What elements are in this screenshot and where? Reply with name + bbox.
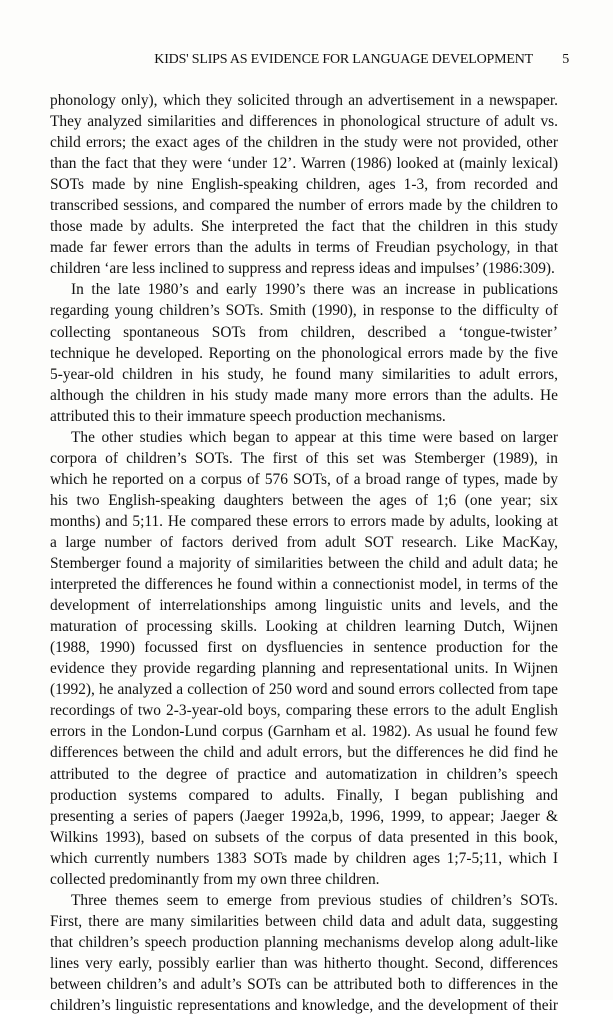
text-line: phonology only), which they solicited through an advertisement in a newspaper. bbox=[50, 92, 558, 109]
text-line: months) and 5;11. He compared these errors to errors made by adults, looking at bbox=[50, 512, 558, 530]
text-line: between children’s and adult’s SOTs can be attributed both to differences in the bbox=[50, 975, 558, 993]
text-line: They analyzed similarities and differences in phonological structure of adult vs. bbox=[50, 113, 558, 131]
text-line: attributed this to their immature speech production mechanisms. bbox=[50, 407, 446, 425]
text-line: evidence they provide regarding planning and representational units. In Wijnen bbox=[50, 660, 558, 678]
paragraph bbox=[50, 90, 558, 279]
text-line: corpora of children’s SOTs. The first of this set was Stemberger (1989), in bbox=[50, 449, 558, 467]
text-line: errors in the London-Lund corpus (Garnham et al. 1982). As usual he found few bbox=[50, 723, 558, 741]
text-line: children ‘are less inclined to suppress and repress ideas and impulses’ (1986:309). bbox=[50, 260, 555, 278]
text-line: children’s linguistic representations and knowledge, and the development of their bbox=[50, 997, 558, 1015]
text-line: Wilkins 1993), based on subsets of the corpus of data presented in this book, bbox=[50, 828, 558, 846]
text-line: production systems compared to adults. Finally, I began publishing and bbox=[50, 786, 558, 804]
text-line: maturation of processing skills. Looking at children learning Dutch, Wijnen bbox=[50, 618, 558, 636]
text-line: (1988, 1990) focussed first on dysfluencies in sentence production for the bbox=[50, 639, 558, 657]
text-line: which currently numbers 1383 SOTs made by children ages 1;7-5;11, which I bbox=[50, 849, 558, 867]
text-line: attributed to the degree of practice and automatization in children’s speech bbox=[50, 765, 558, 783]
text-line: transcribed sessions, and compared the number of errors made by the children to bbox=[50, 197, 558, 215]
text-line: technique he developed. Reporting on the phonological errors made by the five bbox=[50, 344, 558, 362]
text-line: development of interrelationships among linguistic units and levels, and the bbox=[50, 597, 558, 615]
body-text bbox=[50, 90, 558, 1016]
text-line: (1992), he analyzed a collection of 250 word and sound errors collected from tape bbox=[50, 681, 558, 699]
text-line: although the children in his study made many more errors than the adults. He bbox=[50, 386, 558, 404]
page-number: 5 bbox=[562, 52, 569, 67]
text-line: The other studies which began to appear at this time were based on larger bbox=[71, 428, 558, 446]
text-line: Three themes seem to emerge from previous studies of children’s SOTs. bbox=[71, 891, 558, 909]
text-line: 5-year-old children in his study, he found many similarities to adult errors, bbox=[50, 365, 558, 383]
text-line: Stemberger found a majority of similarities between the child and adult data; he bbox=[50, 555, 558, 573]
text-line: made far fewer errors than the adults in terms of Freudian psychology, in that bbox=[50, 239, 558, 257]
text-line: child errors; the exact ages of the children in the study were not provided, other bbox=[50, 134, 558, 152]
text-line: SOTs made by nine English-speaking children, ages 1-3, from recorded and bbox=[50, 176, 558, 194]
paragraph bbox=[50, 427, 558, 890]
text-line: which he reported on a corpus of 576 SOTs, of a broad range of types, made by bbox=[50, 470, 558, 488]
text-line: a large number of factors derived from adult SOT research. Like MacKay, bbox=[50, 533, 558, 551]
text-line: differences between the child and adult errors, but the differences he did find he bbox=[50, 744, 558, 762]
text-line: collected predominantly from my own three children. bbox=[50, 870, 380, 888]
running-head-title: KIDS' SLIPS AS EVIDENCE FOR LANGUAGE DEVELOPMENT bbox=[154, 52, 533, 67]
text-line: his two English-speaking daughters between the ages of 1;6 (one year; six bbox=[50, 491, 558, 509]
text-line: First, there are many similarities between child data and adult data, suggesting bbox=[50, 912, 558, 930]
text-line: than the fact that they were ‘under 12’. Warren (1986) looked at (mainly lexical) bbox=[50, 155, 558, 173]
text-line: In the late 1980’s and early 1990’s there was an increase in publications bbox=[71, 281, 558, 299]
text-line: presenting a series of papers (Jaeger 1992a,b, 1996, 1999, to appear; Jaeger & bbox=[50, 807, 558, 825]
text-line: interpreted the differences he found within a connectionist model, in terms of the bbox=[50, 576, 558, 594]
paragraph bbox=[50, 279, 558, 426]
text-line: those made by adults. She interpreted the fact that the children in this study bbox=[50, 218, 558, 236]
text-line: lines very early, possibly earlier than was hitherto thought. Second, differences bbox=[50, 954, 558, 972]
paragraph bbox=[50, 890, 558, 1016]
text-line: regarding young children’s SOTs. Smith (1990), in response to the difficulty of bbox=[50, 302, 558, 320]
text-line: recordings of two 2-3-year-old boys, comparing these errors to the adult English bbox=[50, 702, 558, 720]
text-line: that children’s speech production planning mechanisms develop along adult-like bbox=[50, 933, 558, 951]
text-line: collecting spontaneous SOTs from children, described a ‘tongue-twister’ bbox=[50, 323, 558, 341]
